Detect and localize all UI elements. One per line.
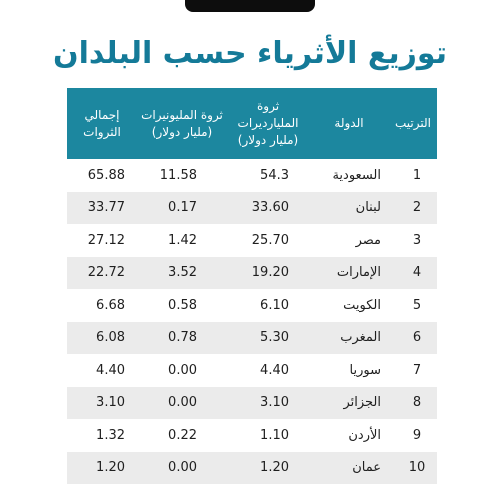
billionaires-wealth-cell-text: 4.40 [260, 362, 289, 378]
millionaires-wealth-cell [137, 387, 227, 420]
billionaires-wealth-cell [227, 387, 309, 420]
rank-cell [389, 224, 437, 257]
total-wealth-cell [67, 192, 137, 225]
millionaires-wealth-cell [137, 289, 227, 322]
header-billionaires-wealth: ثروة المليارديرات (مليار دولار) [237, 99, 299, 147]
country-cell-text: سوريا [349, 362, 381, 378]
rank-cell-text: 10 [408, 460, 426, 476]
rank-cell [389, 159, 437, 192]
billionaires-wealth-cell [227, 224, 309, 257]
millionaires-wealth-cell [137, 354, 227, 387]
rank-cell-text: 2 [412, 200, 422, 216]
millionaires-wealth-cell-text: 1.42 [168, 232, 197, 248]
header-rank: الترتيب [395, 116, 431, 130]
millionaires-wealth-cell-text: 0.58 [168, 297, 197, 313]
billionaires-wealth-cell-text: 54.3 [260, 167, 289, 183]
country-cell-text: عمان [352, 460, 381, 476]
billionaires-wealth-cell [227, 289, 309, 322]
rank-cell-text: 1 [412, 167, 422, 183]
total-wealth-cell-text: 1.20 [96, 460, 125, 476]
billionaires-wealth-cell [227, 192, 309, 225]
total-wealth-cell [67, 289, 137, 322]
rank-cell-text: 6 [412, 330, 422, 346]
country-cell-text: الكويت [343, 297, 381, 313]
country-cell-text: المغرب [340, 330, 381, 346]
millionaires-wealth-cell [137, 322, 227, 355]
table-row [67, 257, 437, 290]
rank-cell [389, 322, 437, 355]
country-cell [309, 192, 389, 225]
rank-cell [389, 387, 437, 420]
millionaires-wealth-cell [137, 419, 227, 452]
millionaires-wealth-cell-text: 3.52 [168, 265, 197, 281]
millionaires-wealth-cell [137, 224, 227, 257]
table-row [67, 322, 437, 355]
header-country: الدولة [334, 116, 364, 130]
total-wealth-cell [67, 159, 137, 192]
total-wealth-cell [67, 257, 137, 290]
country-cell [309, 224, 389, 257]
country-cell-text: الإمارات [336, 265, 381, 281]
billionaires-wealth-cell [227, 354, 309, 387]
country-cell-text: السعودية [332, 167, 381, 183]
header-millionaires-wealth: ثروة المليونيرات (مليار دولار) [141, 107, 223, 139]
total-wealth-cell [67, 452, 137, 485]
billionaires-wealth-cell-text: 1.20 [260, 460, 289, 476]
millionaires-wealth-cell-text: 0.17 [168, 200, 197, 216]
millionaires-wealth-cell [137, 452, 227, 485]
country-cell [309, 387, 389, 420]
total-wealth-cell-text: 22.72 [87, 265, 125, 281]
total-wealth-cell-text: 27.12 [87, 232, 125, 248]
total-wealth-cell-text: 33.77 [87, 200, 125, 216]
rank-cell-text: 3 [412, 232, 422, 248]
total-wealth-cell [67, 387, 137, 420]
billionaires-wealth-cell-text: 1.10 [260, 427, 289, 443]
billionaires-wealth-cell-text: 25.70 [251, 232, 289, 248]
table-row [67, 419, 437, 452]
table-row [67, 387, 437, 420]
millionaires-wealth-cell-text: 0.00 [168, 460, 197, 476]
country-cell [309, 257, 389, 290]
total-wealth-cell-text: 3.10 [96, 395, 125, 411]
billionaires-wealth-cell-text: 33.60 [251, 200, 289, 216]
rank-cell [389, 419, 437, 452]
billionaires-wealth-cell-text: 5.30 [260, 330, 289, 346]
billionaires-wealth-cell-text: 3.10 [260, 395, 289, 411]
millionaires-wealth-cell [137, 159, 227, 192]
country-cell-text: لبنان [355, 200, 381, 216]
table-row [67, 289, 437, 322]
rank-cell-text: 9 [412, 427, 422, 443]
billionaires-wealth-cell [227, 159, 309, 192]
total-wealth-cell [67, 224, 137, 257]
millionaires-wealth-cell [137, 192, 227, 225]
table-row [67, 354, 437, 387]
page-title: توزيع الأثرياء حسب البلدان [52, 36, 447, 71]
country-cell-text: الأردن [348, 427, 381, 443]
country-cell-text: مصر [355, 232, 381, 248]
billionaires-wealth-cell [227, 419, 309, 452]
rank-cell [389, 192, 437, 225]
rank-cell-text: 7 [412, 362, 422, 378]
rank-cell [389, 354, 437, 387]
country-cell [309, 159, 389, 192]
billionaires-wealth-cell-text: 6.10 [260, 297, 289, 313]
millionaires-wealth-cell-text: 0.78 [168, 330, 197, 346]
country-cell [309, 354, 389, 387]
billionaires-wealth-cell [227, 452, 309, 485]
total-wealth-cell-text: 6.08 [96, 330, 125, 346]
top-logo-mark [185, 0, 315, 12]
header-total-wealth: إجمالي الثروات [83, 107, 121, 139]
table-header [67, 88, 437, 159]
millionaires-wealth-cell [137, 257, 227, 290]
table-body [67, 159, 437, 484]
rank-cell-text: 5 [412, 297, 422, 313]
total-wealth-cell-text: 4.40 [96, 362, 125, 378]
millionaires-wealth-cell-text: 11.58 [159, 167, 197, 183]
total-wealth-cell-text: 65.88 [87, 167, 125, 183]
country-cell [309, 452, 389, 485]
country-cell-text: الجزائر [343, 395, 381, 411]
rank-cell-text: 4 [412, 265, 422, 281]
total-wealth-cell-text: 1.32 [96, 427, 125, 443]
table-row [67, 452, 437, 485]
millionaires-wealth-cell-text: 0.22 [168, 427, 197, 443]
millionaires-wealth-cell-text: 0.00 [168, 362, 197, 378]
millionaires-wealth-cell-text: 0.00 [168, 395, 197, 411]
rank-cell [389, 452, 437, 485]
rank-cell [389, 289, 437, 322]
rank-cell [389, 257, 437, 290]
total-wealth-cell [67, 322, 137, 355]
table-row [67, 192, 437, 225]
total-wealth-cell-text: 6.68 [96, 297, 125, 313]
total-wealth-cell [67, 354, 137, 387]
total-wealth-cell [67, 419, 137, 452]
billionaires-wealth-cell [227, 322, 309, 355]
billionaires-wealth-cell-text: 19.20 [251, 265, 289, 281]
rank-cell-text: 8 [412, 395, 422, 411]
country-cell [309, 289, 389, 322]
table-row [67, 159, 437, 192]
table-row [67, 224, 437, 257]
billionaires-wealth-cell [227, 257, 309, 290]
country-cell [309, 419, 389, 452]
country-cell [309, 322, 389, 355]
